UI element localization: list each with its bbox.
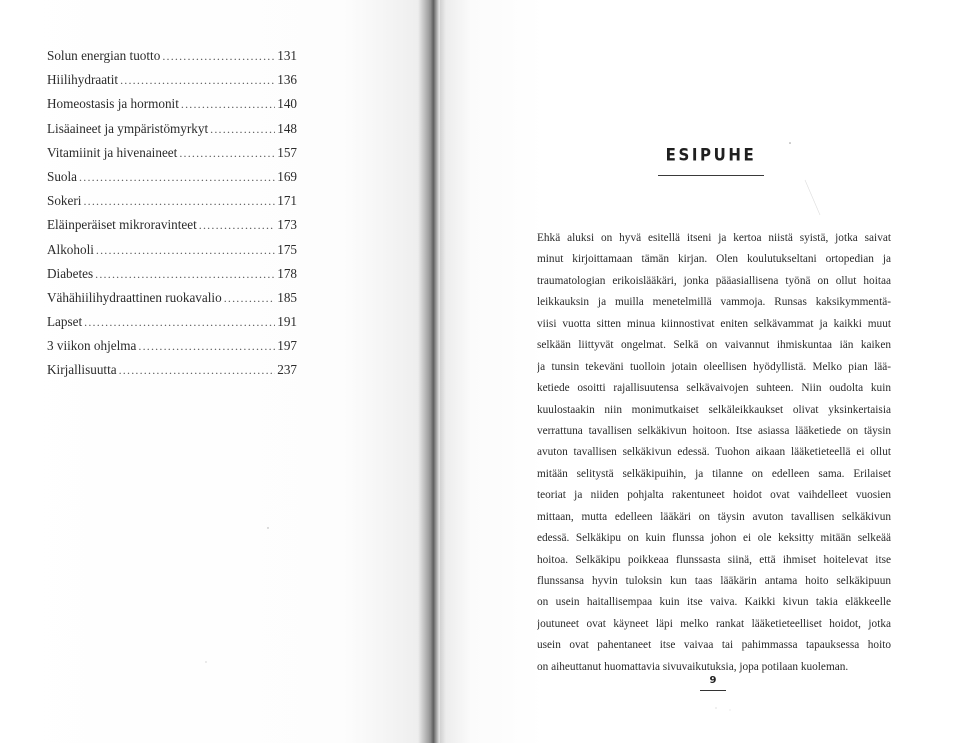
toc-entry-title: Eläinperäiset mikroravinteet <box>47 217 197 233</box>
toc-entry-title: Hiilihydraatit <box>47 72 119 88</box>
toc-entry <box>47 96 297 120</box>
toc-entry <box>47 314 297 338</box>
toc-leader-dots <box>84 315 275 330</box>
body-line: traumatologian erikoislääkäri, jonka pääasiallisena työnä on ollut hoitaa <box>537 274 891 287</box>
chapter-title: ESIPUHE <box>665 144 757 166</box>
body-line: usein ovat pahentaneet itse vaivaa tai pahimmassa tapauksessa hoito <box>537 639 891 652</box>
body-line: selkään liittyvät ongelmat. Selkä on vaivannut ihmiskuntaa iän kaiken <box>537 339 891 352</box>
toc-entry-title: Vähähiilihydraattinen ruokavalio <box>47 289 222 305</box>
toc-entry-title: Lisäaineet ja ympäristömyrkyt <box>47 120 209 136</box>
toc-leader-dots <box>179 146 275 161</box>
toc-entry-page: 157 <box>277 144 297 160</box>
toc-leader-dots <box>210 122 275 137</box>
body-line: minut kirjoittamaan tämän kirjan. Olen koulutukseltani ortopedian ja <box>537 253 891 266</box>
toc-entry-page: 140 <box>277 96 297 112</box>
body-line: leikkauksin ja muilla menetelmillä vammoja. Runsas kaksikymmentä- <box>537 296 891 309</box>
body-line: ja tunsin tekeväni tuolloin jotain oleellisen hyödyllistä. Melko pian lää- <box>537 360 891 373</box>
toc-entry <box>47 266 297 290</box>
toc-entry-title: Alkoholi <box>47 241 94 257</box>
toc-leader-dots <box>96 243 275 258</box>
toc-entry-page: 178 <box>277 265 297 281</box>
toc-leader-dots <box>162 49 275 64</box>
toc-entry-title: Diabetes <box>47 265 94 281</box>
book-gutter <box>418 0 446 743</box>
toc-leader-dots <box>138 339 275 354</box>
toc-entry <box>47 338 297 362</box>
toc-entry <box>47 169 297 193</box>
toc-entry <box>47 72 297 96</box>
body-line: verrattuna tavallisen selkäkivun hoitoon. Itse asiassa lääketiede on täysin <box>537 424 891 437</box>
body-line: on aiheuttanut huomattavia sivuvaikutuksia, jopa potilaan kuoleman. <box>537 660 849 673</box>
toc-leader-dots <box>79 170 275 185</box>
body-line: kuulostaakin niin monimutkaiset selkäleikkaukset olivat yksinkertaisia <box>537 403 891 416</box>
chapter-body <box>537 228 891 678</box>
body-line: flunssansa hyvin tuloksin kun taas lääkärin antama hoito selkäkipuun <box>537 575 891 587</box>
toc-entry <box>47 193 297 217</box>
toc-entry-page: 237 <box>277 362 297 378</box>
body-line: on usein haitallisempaa kuin itse vaiva. Kaikki kivun takia eläkkeelle <box>537 596 891 609</box>
body-line: teoriat ja niiden pohjalta rakentuneet hoidot ovat vaihdelleet vuosien <box>537 489 891 502</box>
toc-entry-page: 169 <box>277 168 297 184</box>
toc-entry-page: 197 <box>277 338 297 354</box>
toc-entry-page: 171 <box>277 193 297 209</box>
toc-leader-dots <box>95 267 275 282</box>
page-number-underline <box>700 690 726 691</box>
toc-entry-page: 131 <box>277 48 297 63</box>
toc-leader-dots <box>181 97 275 112</box>
body-line: avuton tavallisen selkäkivun edessä. Tuohon aikaan lääketieteellä ei ollut <box>537 446 891 459</box>
toc-entry-page: 173 <box>277 217 297 233</box>
toc-entry-title: Homeostasis ja hormonit <box>47 96 179 112</box>
body-line: ketiede osoitti rajallisuutensa selkävaivojen suhteen. Niin oudolta kuin <box>537 382 891 395</box>
toc-leader-dots <box>119 363 276 378</box>
toc-entry-page: 136 <box>277 72 297 88</box>
body-line: edessä. Selkäkipu on kuin flunssa johon ei ole keksitty mitään selkeää <box>537 532 891 545</box>
body-line: viisi vuotta sitten minua kiinnostivat eniten selkävammat ja kaikki muut <box>537 317 891 330</box>
toc-entry-page: 185 <box>277 289 297 305</box>
table-of-contents <box>47 48 297 387</box>
toc-entry <box>47 290 297 314</box>
toc-leader-dots <box>199 218 275 233</box>
toc-entry <box>47 362 297 386</box>
toc-entry-page: 175 <box>277 241 297 257</box>
body-line: mitään selitystä selkäkipuihin, ja tilanne on edelleen sama. Erilaiset <box>537 467 891 480</box>
toc-entry-title: 3 viikon ohjelma <box>47 338 137 354</box>
title-underline <box>658 175 764 176</box>
body-line: mittaan, mutta edelleen lääkäri on täysin avuton tavallisen selkäkivun <box>537 510 891 523</box>
toc-entry-page: 148 <box>277 120 297 136</box>
toc-leader-dots <box>224 291 276 306</box>
toc-entry-title: Solun energian tuotto <box>47 48 161 63</box>
toc-entry <box>47 145 297 169</box>
body-line: Ehkä aluksi on hyvä esitellä itseni ja kertoa niistä syistä, jotka saivat <box>537 232 891 244</box>
toc-entry-title: Lapset <box>47 314 83 330</box>
toc-entry-title: Vitamiinit ja hivenaineet <box>47 144 178 160</box>
toc-entry <box>47 242 297 266</box>
toc-entry-page: 191 <box>277 314 297 330</box>
toc-entry-title: Suola <box>47 168 78 184</box>
toc-leader-dots <box>83 194 275 209</box>
toc-entry <box>47 217 297 241</box>
toc-entry-title: Kirjallisuutta <box>47 362 117 378</box>
toc-leader-dots <box>120 73 275 88</box>
body-line: hoitoa. Selkäkipu poikkeaa flunssasta siinä, että ihmiset hoitelevat itse <box>537 553 891 566</box>
page-number: 9 <box>709 675 717 686</box>
body-line: joutuneet ovat käyneet läpi melko rankat lääketieteelliset hoidot, jotka <box>537 617 891 630</box>
toc-entry <box>47 48 297 72</box>
toc-entry-title: Sokeri <box>47 193 82 209</box>
toc-entry <box>47 121 297 145</box>
